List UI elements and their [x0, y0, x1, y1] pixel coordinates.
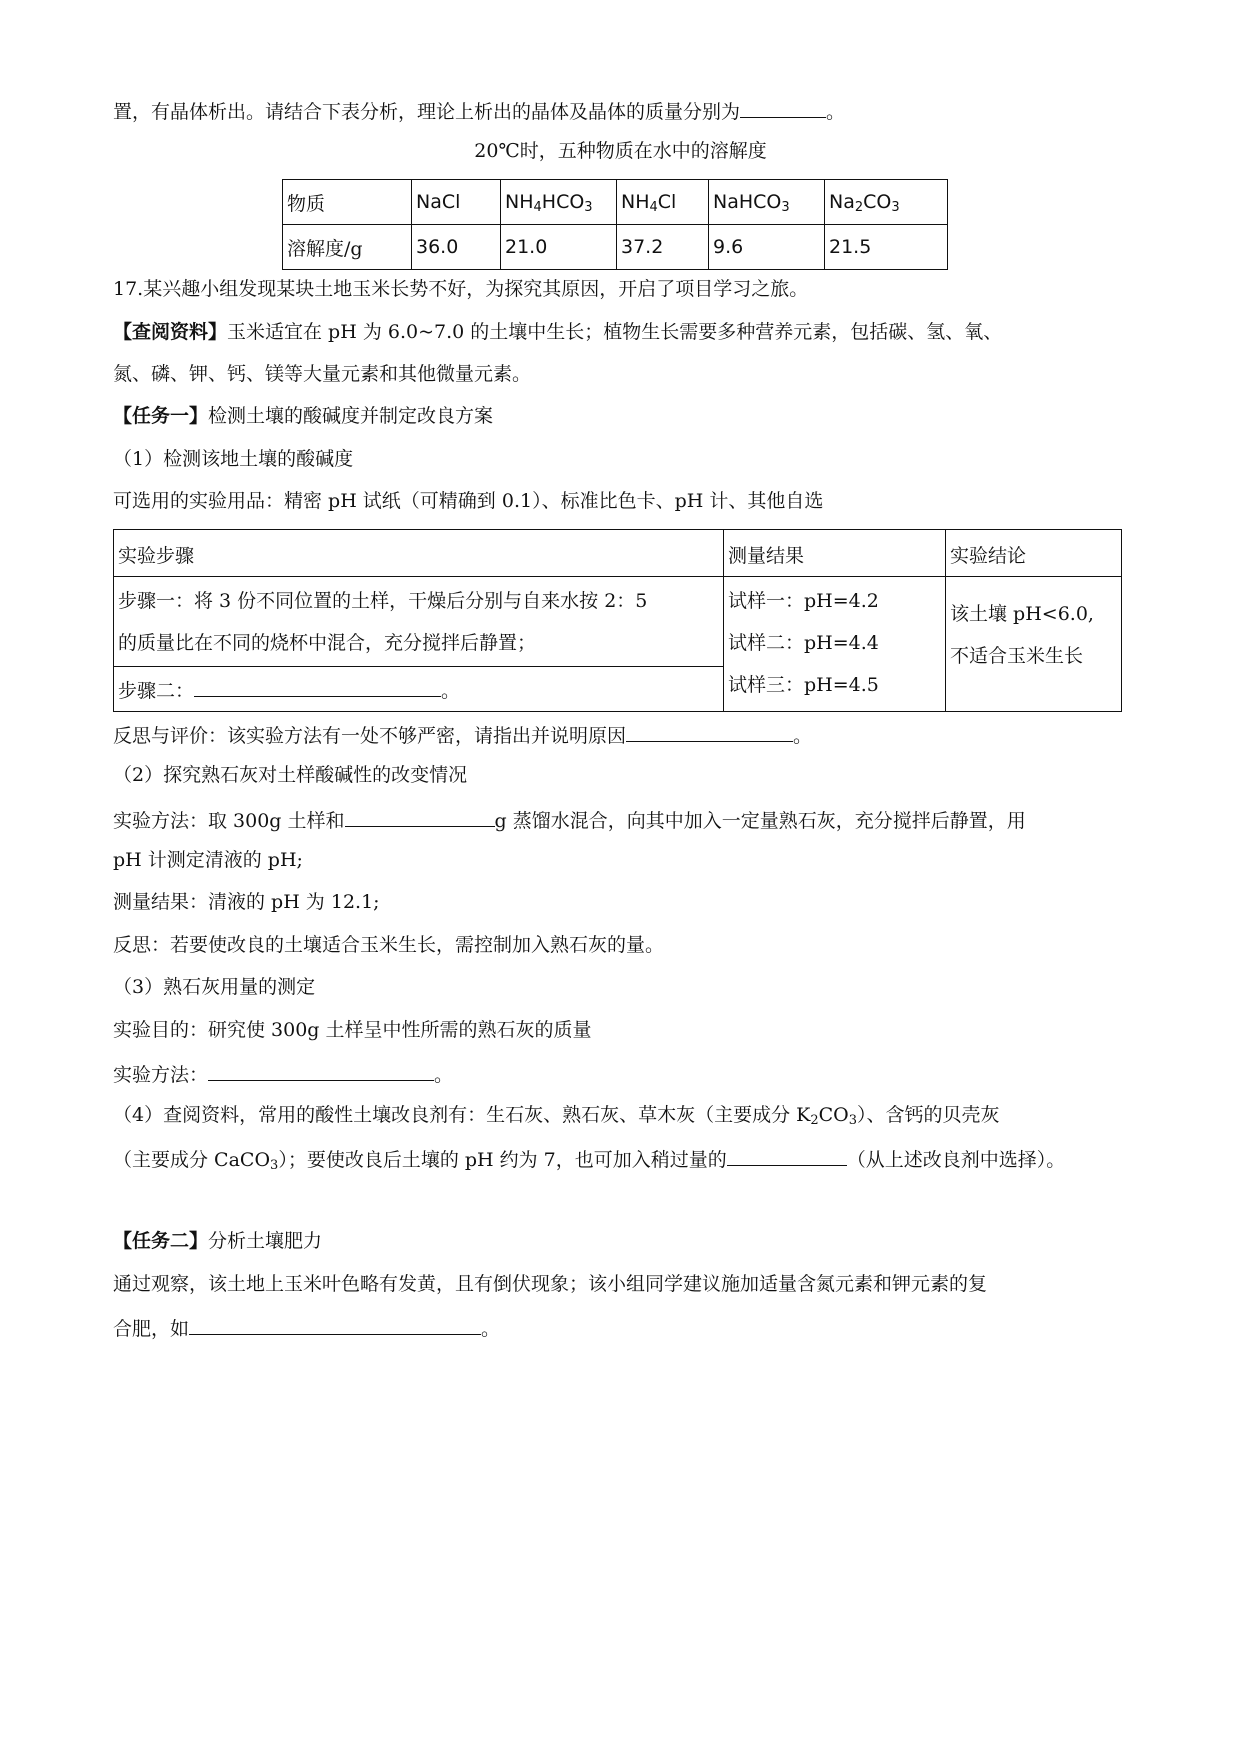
- conclusion-cell: 该土壤 pH<6.0, 不适合玉米生长: [950, 603, 1094, 667]
- solubility-value: 21.5: [825, 225, 948, 270]
- substance-na2co3: $Na_2CO_3$: [825, 180, 948, 225]
- row-label-substance: 物质: [283, 180, 412, 225]
- part3-goal: 实验目的：研究使 300g 土样呈中性所需的熟石灰的质量: [113, 1019, 592, 1041]
- row-label-solubility: 溶解度/g: [283, 225, 412, 270]
- solubility-value: 21.0: [501, 225, 617, 270]
- part1-title: （1）检测该地土壤的酸碱度: [113, 448, 354, 470]
- water-mass-blank[interactable]: [345, 806, 495, 827]
- part4-line1: （4）查阅资料，常用的酸性土壤改良剂有：生石灰、熟石灰、草木灰（主要成分 $K_2CO_3$）、含钙的贝壳灰: [113, 1104, 1000, 1128]
- task2-heading: 【任务二】分析土壤肥力: [113, 1230, 323, 1252]
- step2-row: 步骤二： 。: [118, 676, 460, 703]
- results-cell: 试样一：pH=4.2 试样二：pH=4.4 试样三：pH=4.5: [728, 590, 879, 696]
- substance-nahco3: NaHCO$_3$: [709, 180, 825, 225]
- fertilizer-blank[interactable]: [189, 1314, 481, 1335]
- task1-heading: 【任务一】检测土壤的酸碱度并制定改良方案: [113, 405, 494, 427]
- reference-line-2: 氮、磷、钾、钙、镁等大量元素和其他微量元素。: [113, 363, 532, 385]
- intro-text: 置，有晶体析出。请结合下表分析，理论上析出的晶体及晶体的质量分别为: [113, 101, 741, 123]
- part2-method: 实验方法：取 300g 土样和 g 蒸馏水混合，向其中加入一定量熟石灰，充分搅拌后静置，用: [113, 806, 1026, 833]
- header-results: 测量结果: [728, 545, 805, 567]
- solubility-value: 9.6: [709, 225, 825, 270]
- part3-title: （3）熟石灰用量的测定: [113, 976, 316, 998]
- table-caption: 20℃时，五种物质在水中的溶解度: [474, 140, 767, 162]
- reflect-blank[interactable]: [626, 721, 793, 742]
- solubility-value: 36.0: [412, 225, 501, 270]
- substance-nh4cl: $NH_4Cl$: [617, 180, 709, 225]
- q17-intro: 17.某兴趣小组发现某块土地玉米长势不好，为探究其原因，开启了项目学习之旅。: [113, 278, 809, 300]
- part2-result: 测量结果：清液的 pH 为 12.1;: [113, 891, 380, 913]
- step2-blank[interactable]: [194, 676, 441, 697]
- substance-nacl: NaCl: [412, 180, 501, 225]
- step1-text: 步骤一：将 3 份不同位置的土样，干燥后分别与自来水按 2：5 的质量比在不同的烧杯中混合，充分搅拌后静置；: [118, 590, 648, 654]
- part2-reflect: 反思：若要使改良的土壤适合玉米生长，需控制加入熟石灰的量。: [113, 934, 665, 956]
- solubility-table: [282, 179, 948, 270]
- part3-method: 实验方法： 。: [113, 1060, 453, 1087]
- table-row: [283, 180, 948, 225]
- part2-method-cont: pH 计测定清液的 pH;: [113, 849, 303, 871]
- method-blank[interactable]: [208, 1060, 434, 1081]
- task2-line2: 合肥，如 。: [113, 1314, 500, 1341]
- header-steps: 实验步骤: [118, 545, 195, 567]
- task2-line1: 通过观察，该土地上玉米叶色略有发黄，且有倒伏现象；该小组同学建议施加适量含氮元素和钾元素的复: [113, 1273, 988, 1295]
- part4-line2: （主要成分 CaCO$_3$）；要使改良后土壤的 pH 约为 7，也可加入稍过量的 （从上述改良剂中选择）。: [113, 1145, 1065, 1172]
- answer-blank[interactable]: [740, 97, 826, 118]
- part1-materials: 可选用的实验用品：精密 pH 试纸（可精确到 0.1）、标准比色卡、pH 计、其他自选: [113, 490, 824, 512]
- table-row: [283, 225, 948, 270]
- solubility-value: 37.2: [617, 225, 709, 270]
- intro-line: 置，有晶体析出。请结合下表分析，理论上析出的晶体及晶体的质量分别为 。: [113, 97, 845, 124]
- experiment-table: [113, 529, 1122, 712]
- part2-title: （2）探究熟石灰对土样酸碱性的改变情况: [113, 764, 468, 786]
- reflect-line: 反思与评价：该实验方法有一处不够严密，请指出并说明原因 。: [113, 721, 812, 748]
- substance-nh4hco3: $NH_4HCO_3$: [501, 180, 617, 225]
- header-conclusion: 实验结论: [950, 545, 1027, 567]
- improver-blank[interactable]: [727, 1145, 847, 1166]
- reference-line-1: 【查阅资料】玉米适宜在 pH 为 6.0~7.0 的土壤中生长；植物生长需要多种营养元素，包括碳、氢、氧、: [113, 321, 1003, 343]
